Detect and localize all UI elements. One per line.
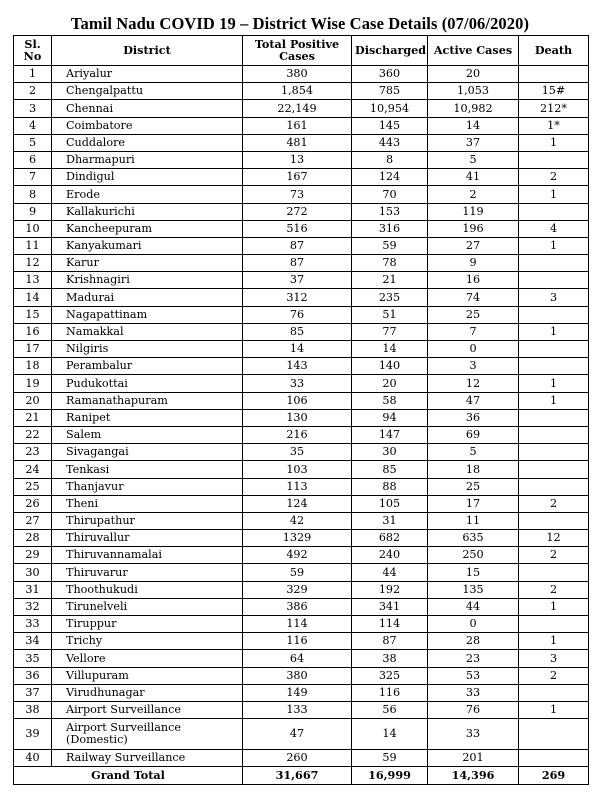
cell-sl-no: 1: [14, 66, 52, 83]
cell-total-positive: 42: [243, 512, 352, 529]
cell-sl-no: 10: [14, 220, 52, 237]
grand-total-label: Grand Total: [14, 767, 243, 785]
cell-district: Tiruppur: [52, 616, 243, 633]
cell-total-positive: 64: [243, 650, 352, 667]
cell-district: Thanjavur: [52, 478, 243, 495]
cell-district: Dharmapuri: [52, 151, 243, 168]
cell-sl-no: 14: [14, 289, 52, 306]
table-row: [14, 564, 589, 581]
cell-total-positive: 143: [243, 358, 352, 375]
cell-sl-no: 34: [14, 633, 52, 650]
cell-total-positive: 47: [243, 719, 352, 750]
cell-death: [519, 341, 589, 358]
cell-district: Ramanathapuram: [52, 392, 243, 409]
cell-sl-no: 17: [14, 341, 52, 358]
cell-death: 1*: [519, 117, 589, 134]
cell-death: 1: [519, 392, 589, 409]
cell-discharged: 77: [352, 323, 428, 340]
cell-total-positive: 1,854: [243, 83, 352, 100]
cell-district: Pudukottai: [52, 375, 243, 392]
cell-death: 1: [519, 375, 589, 392]
cell-sl-no: 8: [14, 186, 52, 203]
cell-death: 1: [519, 633, 589, 650]
cell-death: 4: [519, 220, 589, 237]
table-row: [14, 409, 589, 426]
cell-active: 9: [428, 255, 519, 272]
cell-sl-no: 27: [14, 512, 52, 529]
table-row: [14, 203, 589, 220]
cell-death: [519, 444, 589, 461]
cell-district: Thoothukudi: [52, 581, 243, 598]
cell-sl-no: 25: [14, 478, 52, 495]
cell-death: 2: [519, 495, 589, 512]
cell-sl-no: 40: [14, 750, 52, 767]
cell-sl-no: 11: [14, 237, 52, 254]
cell-district: Trichy: [52, 633, 243, 650]
cell-active: 41: [428, 169, 519, 186]
cell-death: [519, 426, 589, 443]
grand-total-death: 269: [519, 767, 589, 785]
cell-death: [519, 66, 589, 83]
cell-active: 74: [428, 289, 519, 306]
page-title: Tamil Nadu COVID 19 – District Wise Case Details (07/06/2020): [70, 14, 530, 33]
cell-death: 1: [519, 186, 589, 203]
cell-sl-no: 9: [14, 203, 52, 220]
grand-total-row: [14, 767, 589, 785]
cell-discharged: 235: [352, 289, 428, 306]
cell-sl-no: 18: [14, 358, 52, 375]
cell-district: Thirupathur: [52, 512, 243, 529]
header-death: Death: [519, 36, 589, 66]
cell-sl-no: 22: [14, 426, 52, 443]
cell-total-positive: 167: [243, 169, 352, 186]
table-row: [14, 667, 589, 684]
cell-sl-no: 15: [14, 306, 52, 323]
cell-death: 3: [519, 289, 589, 306]
cell-district: Tirunelveli: [52, 598, 243, 615]
cell-discharged: 114: [352, 616, 428, 633]
cell-death: 1: [519, 237, 589, 254]
table-row: [14, 134, 589, 151]
cell-district: Cuddalore: [52, 134, 243, 151]
cell-discharged: 59: [352, 750, 428, 767]
cell-district: Madurai: [52, 289, 243, 306]
cell-active: 53: [428, 667, 519, 684]
table-row: [14, 100, 589, 117]
cell-discharged: 341: [352, 598, 428, 615]
cell-district: Coimbatore: [52, 117, 243, 134]
cell-district: Ariyalur: [52, 66, 243, 83]
cell-district: Krishnagiri: [52, 272, 243, 289]
cell-discharged: 31: [352, 512, 428, 529]
cell-district: Salem: [52, 426, 243, 443]
cell-discharged: 316: [352, 220, 428, 237]
cell-death: 15#: [519, 83, 589, 100]
cell-total-positive: 130: [243, 409, 352, 426]
cell-district: Namakkal: [52, 323, 243, 340]
cell-active: 0: [428, 341, 519, 358]
cell-active: 47: [428, 392, 519, 409]
cell-active: 5: [428, 444, 519, 461]
cell-active: 10,982: [428, 100, 519, 117]
cell-death: [519, 478, 589, 495]
header-discharged: Discharged: [352, 36, 428, 66]
cell-total-positive: 35: [243, 444, 352, 461]
cell-discharged: 87: [352, 633, 428, 650]
header-district: District: [52, 36, 243, 66]
cell-death: 3: [519, 650, 589, 667]
cell-sl-no: 28: [14, 530, 52, 547]
cell-death: [519, 512, 589, 529]
cell-death: [519, 564, 589, 581]
table-row: [14, 461, 589, 478]
cell-active: 36: [428, 409, 519, 426]
cell-active: 25: [428, 478, 519, 495]
cell-discharged: 153: [352, 203, 428, 220]
cell-district: Vellore: [52, 650, 243, 667]
table-row: [14, 581, 589, 598]
cell-sl-no: 37: [14, 684, 52, 701]
cell-discharged: 14: [352, 719, 428, 750]
cell-discharged: 21: [352, 272, 428, 289]
district-case-table: [13, 35, 589, 785]
cell-sl-no: 26: [14, 495, 52, 512]
table-row: [14, 650, 589, 667]
cell-active: 25: [428, 306, 519, 323]
header-active: Active Cases: [428, 36, 519, 66]
cell-death: 1: [519, 134, 589, 151]
header-total-positive: Total Positive Cases: [243, 36, 352, 66]
cell-discharged: 44: [352, 564, 428, 581]
table-row: [14, 237, 589, 254]
cell-district: Thiruvallur: [52, 530, 243, 547]
cell-total-positive: 73: [243, 186, 352, 203]
cell-total-positive: 106: [243, 392, 352, 409]
header-sl-no: Sl. No: [14, 36, 52, 66]
grand-total-discharged: 16,999: [352, 767, 428, 785]
table-row: [14, 341, 589, 358]
cell-district: Erode: [52, 186, 243, 203]
cell-active: 76: [428, 701, 519, 718]
cell-discharged: 38: [352, 650, 428, 667]
cell-death: 2: [519, 667, 589, 684]
cell-sl-no: 7: [14, 169, 52, 186]
table-row: [14, 512, 589, 529]
cell-total-positive: 59: [243, 564, 352, 581]
cell-district: Chennai: [52, 100, 243, 117]
cell-total-positive: 124: [243, 495, 352, 512]
cell-active: 3: [428, 358, 519, 375]
cell-death: [519, 306, 589, 323]
cell-district: Kancheepuram: [52, 220, 243, 237]
cell-active: 28: [428, 633, 519, 650]
cell-sl-no: 31: [14, 581, 52, 598]
cell-death: [519, 272, 589, 289]
cell-active: 135: [428, 581, 519, 598]
table-row: [14, 323, 589, 340]
cell-active: 33: [428, 684, 519, 701]
cell-death: 2: [519, 547, 589, 564]
cell-total-positive: 116: [243, 633, 352, 650]
cell-discharged: 78: [352, 255, 428, 272]
cell-sl-no: 38: [14, 701, 52, 718]
table-row: [14, 547, 589, 564]
cell-discharged: 360: [352, 66, 428, 83]
cell-sl-no: 6: [14, 151, 52, 168]
cell-district: Airport Surveillance: [52, 701, 243, 718]
cell-death: [519, 358, 589, 375]
cell-total-positive: 312: [243, 289, 352, 306]
cell-discharged: 8: [352, 151, 428, 168]
cell-active: 1,053: [428, 83, 519, 100]
cell-active: 17: [428, 495, 519, 512]
table-row: [14, 701, 589, 718]
cell-district: Perambalur: [52, 358, 243, 375]
cell-total-positive: 386: [243, 598, 352, 615]
cell-discharged: 443: [352, 134, 428, 151]
cell-district: Dindigul: [52, 169, 243, 186]
cell-death: [519, 203, 589, 220]
table-row: [14, 255, 589, 272]
cell-discharged: 58: [352, 392, 428, 409]
cell-death: [519, 719, 589, 750]
cell-discharged: 140: [352, 358, 428, 375]
cell-sl-no: 4: [14, 117, 52, 134]
cell-active: 196: [428, 220, 519, 237]
cell-sl-no: 24: [14, 461, 52, 478]
table-body: [14, 66, 589, 767]
cell-total-positive: 33: [243, 375, 352, 392]
cell-total-positive: 22,149: [243, 100, 352, 117]
table-row: [14, 598, 589, 615]
cell-active: 16: [428, 272, 519, 289]
cell-district: Thiruvannamalai: [52, 547, 243, 564]
cell-sl-no: 20: [14, 392, 52, 409]
table-row: [14, 495, 589, 512]
cell-total-positive: 87: [243, 255, 352, 272]
cell-death: [519, 616, 589, 633]
cell-sl-no: 21: [14, 409, 52, 426]
cell-sl-no: 23: [14, 444, 52, 461]
cell-discharged: 20: [352, 375, 428, 392]
table-row: [14, 633, 589, 650]
cell-total-positive: 103: [243, 461, 352, 478]
table-row: [14, 151, 589, 168]
cell-discharged: 785: [352, 83, 428, 100]
cell-district: Karur: [52, 255, 243, 272]
cell-discharged: 145: [352, 117, 428, 134]
cell-district: Theni: [52, 495, 243, 512]
cell-total-positive: 13: [243, 151, 352, 168]
cell-district: Virudhunagar: [52, 684, 243, 701]
cell-sl-no: 39: [14, 719, 52, 750]
cell-district: Ranipet: [52, 409, 243, 426]
cell-total-positive: 216: [243, 426, 352, 443]
cell-active: 15: [428, 564, 519, 581]
cell-active: 11: [428, 512, 519, 529]
cell-discharged: 14: [352, 341, 428, 358]
cell-discharged: 240: [352, 547, 428, 564]
cell-active: 44: [428, 598, 519, 615]
table-row: [14, 117, 589, 134]
cell-total-positive: 380: [243, 667, 352, 684]
cell-sl-no: 13: [14, 272, 52, 289]
cell-total-positive: 492: [243, 547, 352, 564]
cell-total-positive: 516: [243, 220, 352, 237]
cell-discharged: 325: [352, 667, 428, 684]
cell-discharged: 85: [352, 461, 428, 478]
cell-district: Nilgiris: [52, 341, 243, 358]
cell-discharged: 682: [352, 530, 428, 547]
cell-death: [519, 409, 589, 426]
cell-active: 69: [428, 426, 519, 443]
cell-death: [519, 255, 589, 272]
cell-sl-no: 3: [14, 100, 52, 117]
table-row: [14, 186, 589, 203]
table-row: [14, 719, 589, 750]
table-row: [14, 478, 589, 495]
cell-active: 7: [428, 323, 519, 340]
table-row: [14, 392, 589, 409]
cell-total-positive: 260: [243, 750, 352, 767]
cell-discharged: 192: [352, 581, 428, 598]
cell-total-positive: 37: [243, 272, 352, 289]
cell-total-positive: 133: [243, 701, 352, 718]
table-row: [14, 169, 589, 186]
cell-total-positive: 87: [243, 237, 352, 254]
cell-district: Sivagangai: [52, 444, 243, 461]
cell-sl-no: 35: [14, 650, 52, 667]
grand-total-active: 14,396: [428, 767, 519, 785]
cell-death: 212*: [519, 100, 589, 117]
cell-total-positive: 272: [243, 203, 352, 220]
table-header-row: [14, 36, 589, 66]
cell-total-positive: 14: [243, 341, 352, 358]
cell-district: Chengalpattu: [52, 83, 243, 100]
cell-sl-no: 19: [14, 375, 52, 392]
cell-discharged: 94: [352, 409, 428, 426]
cell-district: Railway Surveillance: [52, 750, 243, 767]
cell-active: 27: [428, 237, 519, 254]
cell-district: Thiruvarur: [52, 564, 243, 581]
cell-sl-no: 12: [14, 255, 52, 272]
cell-active: 5: [428, 151, 519, 168]
cell-active: 119: [428, 203, 519, 220]
cell-discharged: 30: [352, 444, 428, 461]
cell-sl-no: 2: [14, 83, 52, 100]
cell-total-positive: 113: [243, 478, 352, 495]
cell-death: 2: [519, 169, 589, 186]
cell-discharged: 59: [352, 237, 428, 254]
cell-total-positive: 1329: [243, 530, 352, 547]
cell-active: 33: [428, 719, 519, 750]
cell-discharged: 10,954: [352, 100, 428, 117]
cell-active: 201: [428, 750, 519, 767]
cell-active: 250: [428, 547, 519, 564]
table-row: [14, 306, 589, 323]
table-row: [14, 272, 589, 289]
cell-total-positive: 380: [243, 66, 352, 83]
table-row: [14, 616, 589, 633]
grand-total-positive: 31,667: [243, 767, 352, 785]
cell-death: [519, 151, 589, 168]
cell-discharged: 56: [352, 701, 428, 718]
cell-sl-no: 32: [14, 598, 52, 615]
table-row: [14, 358, 589, 375]
cell-total-positive: 149: [243, 684, 352, 701]
table-row: [14, 220, 589, 237]
cell-total-positive: 161: [243, 117, 352, 134]
cell-total-positive: 85: [243, 323, 352, 340]
table-row: [14, 750, 589, 767]
cell-discharged: 51: [352, 306, 428, 323]
cell-active: 14: [428, 117, 519, 134]
cell-total-positive: 114: [243, 616, 352, 633]
cell-active: 635: [428, 530, 519, 547]
table-row: [14, 444, 589, 461]
cell-total-positive: 329: [243, 581, 352, 598]
cell-sl-no: 33: [14, 616, 52, 633]
cell-discharged: 147: [352, 426, 428, 443]
cell-sl-no: 30: [14, 564, 52, 581]
cell-district: Kallakurichi: [52, 203, 243, 220]
table-row: [14, 375, 589, 392]
cell-active: 18: [428, 461, 519, 478]
cell-active: 23: [428, 650, 519, 667]
cell-sl-no: 29: [14, 547, 52, 564]
cell-discharged: 124: [352, 169, 428, 186]
cell-district: Nagapattinam: [52, 306, 243, 323]
cell-active: 2: [428, 186, 519, 203]
cell-active: 12: [428, 375, 519, 392]
cell-district: Airport Surveillance (Domestic): [52, 719, 243, 750]
cell-discharged: 70: [352, 186, 428, 203]
cell-sl-no: 5: [14, 134, 52, 151]
cell-death: 1: [519, 701, 589, 718]
cell-district: Villupuram: [52, 667, 243, 684]
cell-death: [519, 461, 589, 478]
table-row: [14, 83, 589, 100]
cell-active: 0: [428, 616, 519, 633]
table-row: [14, 289, 589, 306]
cell-active: 20: [428, 66, 519, 83]
cell-district: Tenkasi: [52, 461, 243, 478]
cell-discharged: 116: [352, 684, 428, 701]
cell-death: 2: [519, 581, 589, 598]
cell-sl-no: 36: [14, 667, 52, 684]
cell-active: 37: [428, 134, 519, 151]
cell-discharged: 105: [352, 495, 428, 512]
cell-death: [519, 684, 589, 701]
cell-discharged: 88: [352, 478, 428, 495]
cell-total-positive: 481: [243, 134, 352, 151]
table-row: [14, 684, 589, 701]
cell-death: 12: [519, 530, 589, 547]
cell-district: Kanyakumari: [52, 237, 243, 254]
table-row: [14, 66, 589, 83]
cell-total-positive: 76: [243, 306, 352, 323]
cell-death: 1: [519, 323, 589, 340]
table-row: [14, 426, 589, 443]
cell-death: 1: [519, 598, 589, 615]
cell-sl-no: 16: [14, 323, 52, 340]
table-row: [14, 530, 589, 547]
cell-death: [519, 750, 589, 767]
